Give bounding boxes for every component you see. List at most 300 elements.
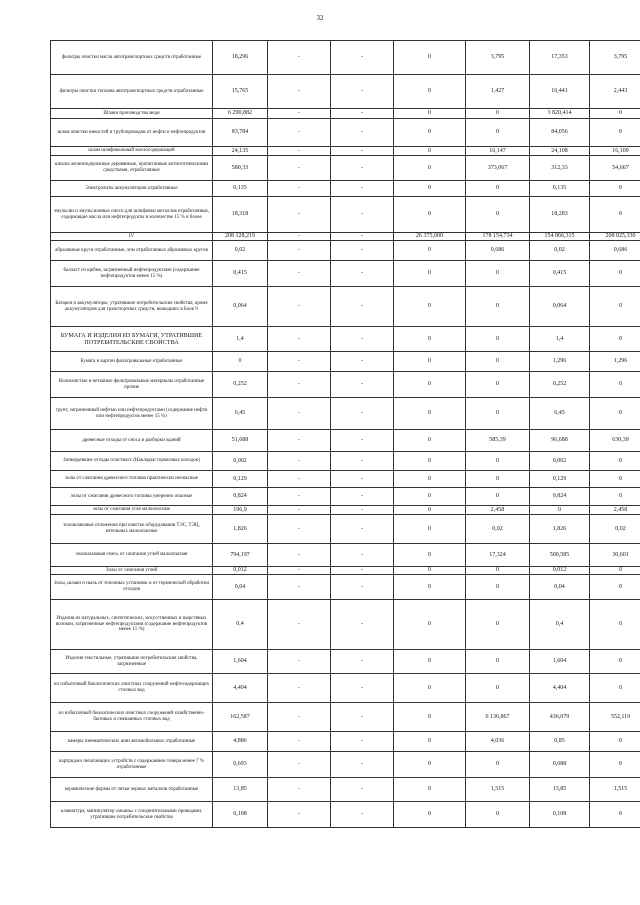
value-cell: 0,693 bbox=[213, 752, 268, 778]
waste-balance-table bbox=[50, 40, 640, 828]
value-cell: 0,686 bbox=[590, 241, 640, 261]
value-cell: 0 bbox=[394, 650, 466, 674]
value-cell: - bbox=[331, 575, 394, 600]
value-cell: 0,415 bbox=[530, 261, 590, 287]
value-cell: 18,318 bbox=[213, 197, 268, 233]
value-cell: - bbox=[331, 732, 394, 752]
value-cell: 83,784 bbox=[213, 119, 268, 147]
value-cell: 0,85 bbox=[530, 732, 590, 752]
value-cell: 0 bbox=[394, 752, 466, 778]
value-cell: 1,604 bbox=[213, 650, 268, 674]
value-cell: 0,108 bbox=[213, 802, 268, 828]
waste-type-cell: фильтры очистки масла автотранспортных средств отработанные bbox=[51, 41, 213, 75]
waste-type-cell: Золы, шлаки и пыль от топочных установок и от термической обработки отходов bbox=[51, 575, 213, 600]
value-cell: 0 bbox=[466, 674, 530, 703]
value-cell: - bbox=[268, 181, 331, 197]
value-cell: 0 bbox=[590, 575, 640, 600]
value-cell: - bbox=[268, 674, 331, 703]
value-cell: 0 bbox=[466, 327, 530, 352]
value-cell: 0 bbox=[394, 156, 466, 181]
value-cell: 154 866,315 bbox=[530, 233, 590, 241]
value-cell: 196,9 bbox=[213, 506, 268, 515]
table-row bbox=[51, 261, 640, 287]
value-cell: 0 bbox=[394, 197, 466, 233]
table-row bbox=[51, 181, 640, 197]
table-row bbox=[51, 327, 640, 352]
value-cell: - bbox=[268, 506, 331, 515]
table-row bbox=[51, 600, 640, 650]
value-cell: 0 bbox=[466, 488, 530, 506]
value-cell: 2,458 bbox=[466, 506, 530, 515]
value-cell: 208 128,219 bbox=[213, 233, 268, 241]
value-cell: 0 bbox=[590, 398, 640, 430]
value-cell: 0 bbox=[590, 119, 640, 147]
value-cell: - bbox=[268, 109, 331, 119]
value-cell: 580,33 bbox=[213, 156, 268, 181]
value-cell: 0,135 bbox=[530, 181, 590, 197]
value-cell: 0 bbox=[394, 75, 466, 109]
value-cell: 0,064 bbox=[530, 287, 590, 327]
value-cell: 0,135 bbox=[213, 181, 268, 197]
value-cell: 312,33 bbox=[530, 156, 590, 181]
waste-type-cell: Изделия из натуральных, синтетических, искусственных и шерстяных волокон, загрязненные нефтепродуктами (содержание нефтепродуктов менее 15 %) bbox=[51, 600, 213, 650]
table-row bbox=[51, 544, 640, 567]
value-cell: - bbox=[331, 703, 394, 732]
waste-type-cell: шлам шлифовальный маслосодержащий bbox=[51, 147, 213, 156]
value-cell: 0 bbox=[394, 600, 466, 650]
value-cell: 0 bbox=[590, 752, 640, 778]
value-cell: 0 bbox=[394, 327, 466, 352]
value-cell: 0 bbox=[466, 109, 530, 119]
table-row bbox=[51, 575, 640, 600]
table-row bbox=[51, 287, 640, 327]
waste-type-cell: золы от сжигания угля малоопасные bbox=[51, 506, 213, 515]
value-cell: 0 bbox=[466, 181, 530, 197]
table-row bbox=[51, 156, 640, 181]
value-cell: 1,4 bbox=[213, 327, 268, 352]
waste-type-cell: балласт из щебня, загрязненный нефтепродуктами (содержание нефтепродуктов менее 15 %) bbox=[51, 261, 213, 287]
value-cell: 0,02 bbox=[213, 241, 268, 261]
value-cell: 96,688 bbox=[530, 430, 590, 452]
waste-type-cell: клавиатура, манипулятор «мышь» с соединительными проводами, утратившие потребительские свойства bbox=[51, 802, 213, 828]
value-cell: - bbox=[268, 732, 331, 752]
value-cell: 0 bbox=[590, 181, 640, 197]
value-cell: - bbox=[331, 156, 394, 181]
value-cell: - bbox=[268, 352, 331, 372]
value-cell: - bbox=[268, 778, 331, 802]
value-cell: 18,296 bbox=[213, 41, 268, 75]
table-row bbox=[51, 197, 640, 233]
value-cell: 6,45 bbox=[530, 398, 590, 430]
value-cell: 0 bbox=[590, 261, 640, 287]
value-cell: 0 bbox=[394, 352, 466, 372]
value-cell: - bbox=[268, 752, 331, 778]
value-cell: - bbox=[331, 233, 394, 241]
value-cell: - bbox=[268, 600, 331, 650]
value-cell: 0 bbox=[590, 109, 640, 119]
value-cell: - bbox=[331, 327, 394, 352]
table-row bbox=[51, 674, 640, 703]
value-cell: 2,458 bbox=[590, 506, 640, 515]
value-cell: 51,688 bbox=[213, 430, 268, 452]
value-cell: 24,135 bbox=[213, 147, 268, 156]
value-cell: 0 bbox=[394, 802, 466, 828]
value-cell: - bbox=[268, 261, 331, 287]
value-cell: 0,4 bbox=[213, 600, 268, 650]
value-cell: - bbox=[268, 567, 331, 575]
value-cell: 1,515 bbox=[466, 778, 530, 802]
value-cell: 0 bbox=[590, 650, 640, 674]
value-cell: - bbox=[331, 398, 394, 430]
waste-type-cell: ил избыточный биологических очистных сооружений хозяйственно-бытовых и смешанных сточных вод bbox=[51, 703, 213, 732]
value-cell: 0,686 bbox=[466, 241, 530, 261]
value-cell: 0 bbox=[394, 147, 466, 156]
table-row bbox=[51, 352, 640, 372]
waste-type-cell: шлам очистки емкостей и трубопроводов от нефти и нефтепродуктов bbox=[51, 119, 213, 147]
value-cell: 0 bbox=[466, 650, 530, 674]
value-cell: 30,601 bbox=[590, 544, 640, 567]
value-cell: - bbox=[331, 600, 394, 650]
value-cell: 436,079 bbox=[530, 703, 590, 732]
value-cell: 6 290,882 bbox=[213, 109, 268, 119]
value-cell: - bbox=[331, 197, 394, 233]
value-cell: - bbox=[331, 372, 394, 398]
waste-type-cell: шпалы железнодорожные деревянные, пропитанные антисептическими средствами, отработанные bbox=[51, 156, 213, 181]
value-cell: 0 bbox=[466, 600, 530, 650]
value-cell: - bbox=[331, 75, 394, 109]
value-cell: 0 bbox=[394, 506, 466, 515]
waste-type-cell: золы от сжигания древесного топлива практически неопасные bbox=[51, 471, 213, 488]
value-cell: - bbox=[268, 650, 331, 674]
value-cell: - bbox=[268, 515, 331, 544]
value-cell: 0 bbox=[394, 261, 466, 287]
value-cell: 4,404 bbox=[213, 674, 268, 703]
waste-type-cell: IV bbox=[51, 233, 213, 241]
value-cell: 373,067 bbox=[466, 156, 530, 181]
value-cell: 17,353 bbox=[530, 41, 590, 75]
value-cell: 0 bbox=[590, 287, 640, 327]
value-cell: - bbox=[331, 488, 394, 506]
value-cell: - bbox=[268, 241, 331, 261]
value-cell: 0,129 bbox=[213, 471, 268, 488]
value-cell: - bbox=[268, 327, 331, 352]
value-cell: 0,012 bbox=[530, 567, 590, 575]
value-cell: 17,324 bbox=[466, 544, 530, 567]
value-cell: 162,587 bbox=[213, 703, 268, 732]
waste-type-cell: Золы от сжигания углей bbox=[51, 567, 213, 575]
value-cell: 0 bbox=[466, 119, 530, 147]
value-cell: 1,427 bbox=[466, 75, 530, 109]
waste-type-cell: золы от сжигания древесного топлива умеренно опасные bbox=[51, 488, 213, 506]
value-cell: - bbox=[331, 241, 394, 261]
value-cell: 0 bbox=[394, 398, 466, 430]
value-cell: 0 bbox=[394, 109, 466, 119]
table-row bbox=[51, 372, 640, 398]
value-cell: 15,765 bbox=[213, 75, 268, 109]
value-cell: 0 bbox=[590, 600, 640, 650]
value-cell: 54,667 bbox=[590, 156, 640, 181]
table-row bbox=[51, 488, 640, 506]
value-cell: 18,283 bbox=[530, 197, 590, 233]
value-cell: - bbox=[331, 352, 394, 372]
value-cell: 24,108 bbox=[530, 147, 590, 156]
value-cell: 0,252 bbox=[213, 372, 268, 398]
value-cell: 0 bbox=[466, 802, 530, 828]
value-cell: 3,795 bbox=[466, 41, 530, 75]
value-cell: 0 bbox=[394, 674, 466, 703]
waste-type-cell: ил избыточный биологических очистных сооружений нефтесодержащих сточных вод bbox=[51, 674, 213, 703]
value-cell: 0 bbox=[394, 119, 466, 147]
waste-type-cell: золошлаковая смесь от сжигания углей малоопасная bbox=[51, 544, 213, 567]
value-cell: 0 bbox=[590, 372, 640, 398]
waste-type-cell: эмульсии и эмульсионные смеси для шлифовки металлов отработанные, содержащие масла или нефтепродукты в количестве 15 % и более bbox=[51, 197, 213, 233]
value-cell: 4,036 bbox=[466, 732, 530, 752]
value-cell: - bbox=[331, 674, 394, 703]
value-cell: 0 bbox=[590, 452, 640, 471]
table-row bbox=[51, 752, 640, 778]
value-cell: 1,4 bbox=[530, 327, 590, 352]
value-cell: 0 bbox=[590, 327, 640, 352]
value-cell: 0 bbox=[466, 471, 530, 488]
value-cell: 4,886 bbox=[213, 732, 268, 752]
table-body bbox=[51, 41, 640, 828]
value-cell: 0 bbox=[590, 567, 640, 575]
value-cell: - bbox=[268, 703, 331, 732]
value-cell: 0,688 bbox=[530, 752, 590, 778]
value-cell: 794,197 bbox=[213, 544, 268, 567]
value-cell: 0 bbox=[394, 778, 466, 802]
table-row bbox=[51, 506, 640, 515]
table-row bbox=[51, 41, 640, 75]
value-cell: - bbox=[331, 567, 394, 575]
value-cell: 0,02 bbox=[530, 241, 590, 261]
value-cell: 0,824 bbox=[213, 488, 268, 506]
value-cell: 0 bbox=[213, 352, 268, 372]
value-cell: 1,296 bbox=[530, 352, 590, 372]
value-cell: 0,02 bbox=[466, 515, 530, 544]
value-cell: - bbox=[331, 802, 394, 828]
value-cell: 0 bbox=[590, 197, 640, 233]
value-cell: 178 154,734 bbox=[466, 233, 530, 241]
value-cell: 16,147 bbox=[466, 147, 530, 156]
value-cell: - bbox=[268, 75, 331, 109]
value-cell: 0,012 bbox=[213, 567, 268, 575]
value-cell: 0 bbox=[466, 261, 530, 287]
value-cell: 0 bbox=[394, 471, 466, 488]
table-row bbox=[51, 703, 640, 732]
value-cell: - bbox=[331, 261, 394, 287]
value-cell: 1,604 bbox=[530, 650, 590, 674]
table-row bbox=[51, 233, 640, 241]
waste-type-cell: Волокнистые и нетканые фильтровальные материалы отработанные прочие bbox=[51, 372, 213, 398]
value-cell: 0,002 bbox=[530, 452, 590, 471]
waste-type-cell: керамические формы от литья черных металлов отработанные bbox=[51, 778, 213, 802]
value-cell: 0 bbox=[466, 372, 530, 398]
value-cell: 0 bbox=[394, 41, 466, 75]
value-cell: - bbox=[331, 452, 394, 471]
value-cell: 0 bbox=[590, 471, 640, 488]
value-cell: 3,795 bbox=[590, 41, 640, 75]
value-cell: - bbox=[268, 233, 331, 241]
value-cell: 0 bbox=[466, 575, 530, 600]
value-cell: 0,04 bbox=[530, 575, 590, 600]
value-cell: 0 bbox=[466, 197, 530, 233]
value-cell: - bbox=[268, 41, 331, 75]
value-cell: - bbox=[331, 287, 394, 327]
value-cell: - bbox=[331, 430, 394, 452]
value-cell: 0 bbox=[394, 181, 466, 197]
table-row bbox=[51, 452, 640, 471]
value-cell: - bbox=[331, 109, 394, 119]
table-row bbox=[51, 75, 640, 109]
value-cell: 0 bbox=[394, 430, 466, 452]
value-cell: 0,415 bbox=[213, 261, 268, 287]
value-cell: 6 136,867 bbox=[466, 703, 530, 732]
waste-type-cell: фильтры очистки топлива автотранспортных средств отработанные bbox=[51, 75, 213, 109]
value-cell: 500,585 bbox=[530, 544, 590, 567]
value-cell: - bbox=[331, 544, 394, 567]
waste-type-cell: БУМАГА И ИЗДЕЛИЯ ИЗ БУМАГИ, УТРАТИВШИЕ ПОТРЕБИТЕЛЬСКИЕ СВОЙСТВА bbox=[51, 327, 213, 352]
value-cell: - bbox=[331, 650, 394, 674]
value-cell: 2,443 bbox=[590, 75, 640, 109]
waste-type-cell: Бумага и картон фильтровальные отработанные bbox=[51, 352, 213, 372]
value-cell: - bbox=[268, 430, 331, 452]
waste-type-cell: Шлаки производства меди bbox=[51, 109, 213, 119]
table-row bbox=[51, 109, 640, 119]
value-cell: 585,39 bbox=[466, 430, 530, 452]
value-cell: - bbox=[331, 471, 394, 488]
value-cell: 0,064 bbox=[213, 287, 268, 327]
table-row bbox=[51, 119, 640, 147]
table-row bbox=[51, 778, 640, 802]
value-cell: 16,109 bbox=[590, 147, 640, 156]
value-cell: 0,252 bbox=[530, 372, 590, 398]
value-cell: - bbox=[268, 147, 331, 156]
table-row bbox=[51, 567, 640, 575]
value-cell: 0 bbox=[590, 674, 640, 703]
waste-type-cell: грунт, загрязненный нефтью или нефтепродуктами (содержание нефти или нефтепродуктов менее 15 %) bbox=[51, 398, 213, 430]
value-cell: 0 bbox=[590, 732, 640, 752]
value-cell: - bbox=[268, 119, 331, 147]
table-row bbox=[51, 732, 640, 752]
value-cell: 26 375,000 bbox=[394, 233, 466, 241]
value-cell: - bbox=[268, 197, 331, 233]
value-cell: - bbox=[331, 515, 394, 544]
waste-type-cell: древесные отходы от сноса и разборки зданий bbox=[51, 430, 213, 452]
value-cell: 0 bbox=[590, 802, 640, 828]
value-cell: 84,056 bbox=[530, 119, 590, 147]
value-cell: 13,85 bbox=[213, 778, 268, 802]
value-cell: 0,02 bbox=[590, 515, 640, 544]
value-cell: - bbox=[331, 119, 394, 147]
value-cell: - bbox=[268, 398, 331, 430]
value-cell: 3 820,414 bbox=[530, 109, 590, 119]
value-cell: - bbox=[331, 752, 394, 778]
waste-type-cell: Изделия текстильные, утратившие потребительские свойства, загрязненные bbox=[51, 650, 213, 674]
table-row bbox=[51, 515, 640, 544]
value-cell: - bbox=[268, 544, 331, 567]
table-row bbox=[51, 398, 640, 430]
value-cell: 0 bbox=[590, 488, 640, 506]
value-cell: - bbox=[331, 778, 394, 802]
waste-type-cell: золошлаковые отложения при очистке оборудования ТЭС, ТЭЦ, котельных малоопасные bbox=[51, 515, 213, 544]
waste-type-cell: камеры пневматических шин автомобильных отработанные bbox=[51, 732, 213, 752]
value-cell: 208 025,330 bbox=[590, 233, 640, 241]
value-cell: - bbox=[268, 372, 331, 398]
page-number: 32 bbox=[316, 14, 324, 22]
value-cell: - bbox=[268, 575, 331, 600]
value-cell: - bbox=[331, 181, 394, 197]
value-cell: - bbox=[331, 506, 394, 515]
value-cell: 13,85 bbox=[530, 778, 590, 802]
value-cell: 0 bbox=[466, 287, 530, 327]
value-cell: 0 bbox=[394, 575, 466, 600]
value-cell: - bbox=[331, 41, 394, 75]
table-row bbox=[51, 802, 640, 828]
value-cell: 0 bbox=[394, 452, 466, 471]
value-cell: 1,826 bbox=[530, 515, 590, 544]
waste-type-cell: Батареи и аккумуляторы, утратившие потребительские свойства, кроме аккумуляторов для транспортных средств, вошедших в Блок 9 bbox=[51, 287, 213, 327]
value-cell: 0 bbox=[394, 703, 466, 732]
waste-type-cell: картриджи печатающих устройств с содержанием тонера менее 7 % отработанные bbox=[51, 752, 213, 778]
value-cell: 630,39 bbox=[590, 430, 640, 452]
value-cell: 0,04 bbox=[213, 575, 268, 600]
table-row bbox=[51, 241, 640, 261]
value-cell: 1,515 bbox=[590, 778, 640, 802]
value-cell: - bbox=[268, 471, 331, 488]
waste-type-cell: абразивные круги отработанные, лом отработанных абразивных кругов bbox=[51, 241, 213, 261]
value-cell: 0 bbox=[394, 372, 466, 398]
value-cell: 0,108 bbox=[530, 802, 590, 828]
value-cell: 0,129 bbox=[530, 471, 590, 488]
value-cell: 0 bbox=[394, 567, 466, 575]
value-cell: 0 bbox=[466, 752, 530, 778]
value-cell: - bbox=[268, 488, 331, 506]
value-cell: 0 bbox=[466, 398, 530, 430]
value-cell: 552,119 bbox=[590, 703, 640, 732]
value-cell: 0 bbox=[394, 544, 466, 567]
value-cell: 1,826 bbox=[213, 515, 268, 544]
value-cell: 0 bbox=[466, 452, 530, 471]
value-cell: 0,002 bbox=[213, 452, 268, 471]
value-cell: 0 bbox=[394, 732, 466, 752]
value-cell: - bbox=[268, 802, 331, 828]
value-cell: 1,296 bbox=[590, 352, 640, 372]
waste-type-cell: Затвердевшие отходы пластмасс (Накладки тормозных колодок) bbox=[51, 452, 213, 471]
value-cell: 0 bbox=[466, 352, 530, 372]
value-cell: 16,441 bbox=[530, 75, 590, 109]
value-cell: - bbox=[268, 156, 331, 181]
waste-type-cell: Электролиты аккумуляторов отработанные bbox=[51, 181, 213, 197]
value-cell: - bbox=[268, 287, 331, 327]
value-cell: 6,45 bbox=[213, 398, 268, 430]
value-cell: - bbox=[331, 147, 394, 156]
table-row bbox=[51, 471, 640, 488]
value-cell: 0 bbox=[394, 287, 466, 327]
value-cell: 0 bbox=[530, 506, 590, 515]
value-cell: 0 bbox=[394, 241, 466, 261]
value-cell: 0 bbox=[466, 567, 530, 575]
table-row bbox=[51, 430, 640, 452]
table-row bbox=[51, 147, 640, 156]
value-cell: 0 bbox=[394, 488, 466, 506]
value-cell: 0,824 bbox=[530, 488, 590, 506]
value-cell: 4,404 bbox=[530, 674, 590, 703]
value-cell: 0 bbox=[394, 515, 466, 544]
value-cell: 0,4 bbox=[530, 600, 590, 650]
value-cell: - bbox=[268, 452, 331, 471]
table-row bbox=[51, 650, 640, 674]
